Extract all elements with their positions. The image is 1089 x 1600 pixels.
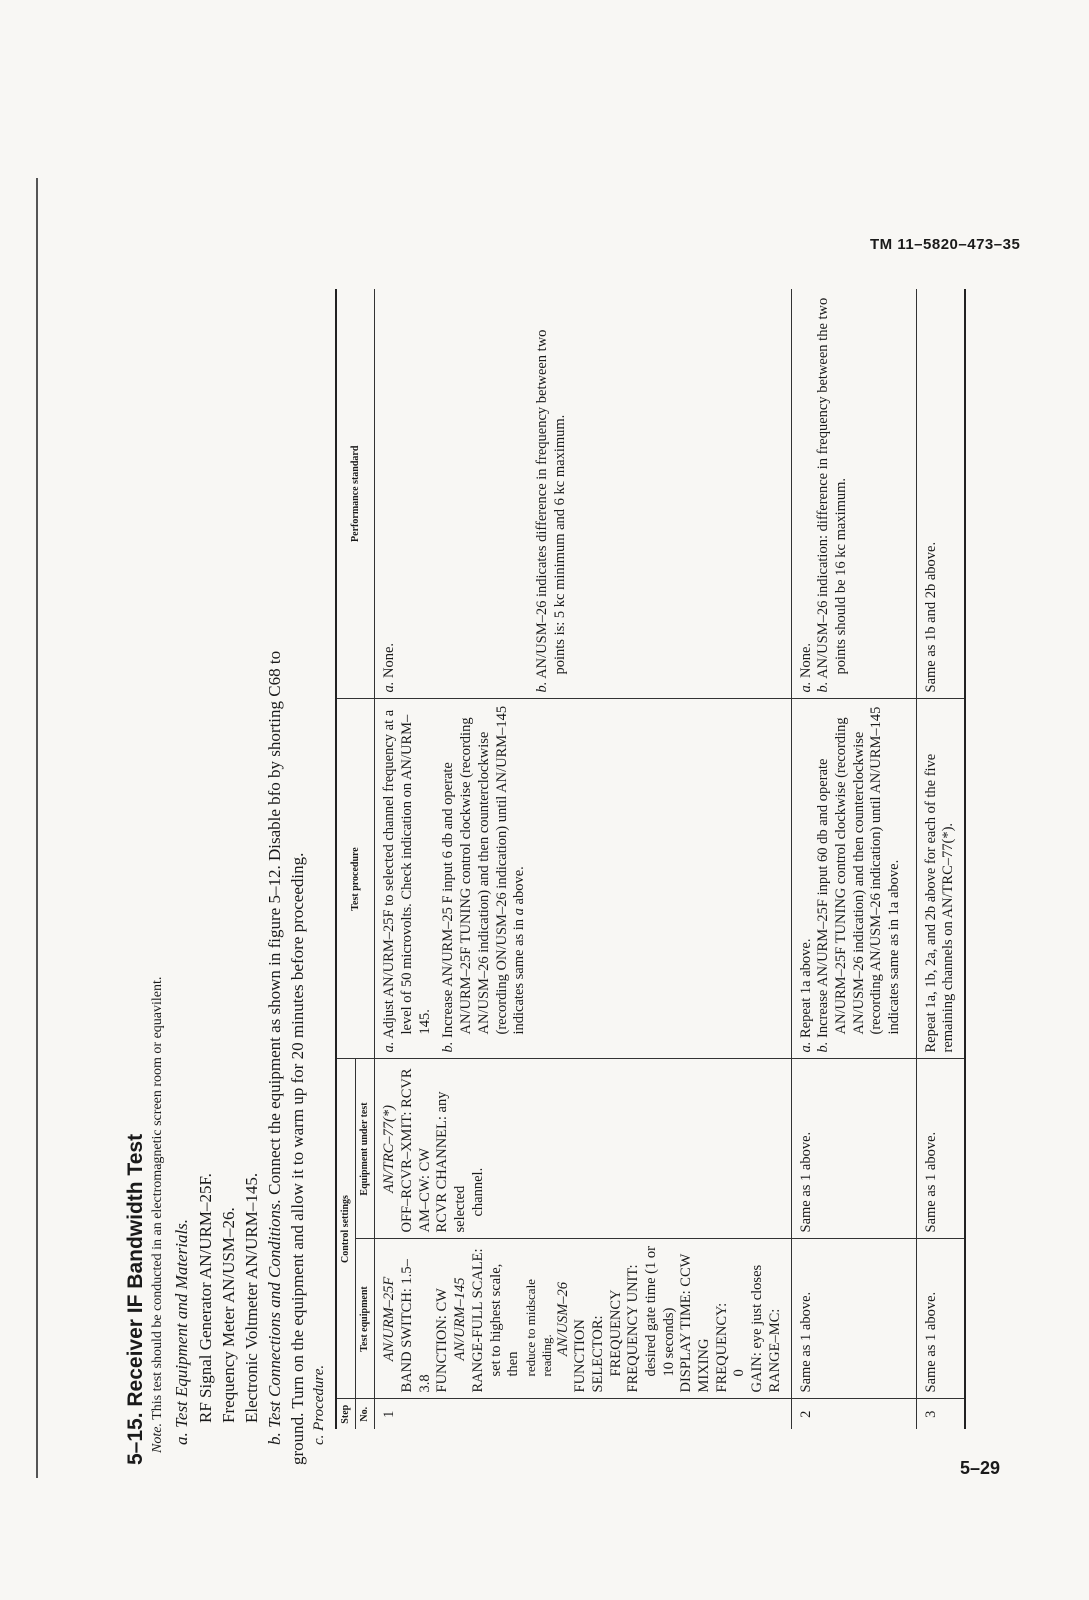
step-header: Step bbox=[336, 1399, 356, 1429]
performance-standard-cell bbox=[791, 289, 916, 699]
procedure-item-a: a. Repeat 1a above. bbox=[797, 938, 814, 1053]
standard-item-b: b. AN/USM–26 indicates difference in frequency between two points is: 5 kc minimum and 6 kc maximum. bbox=[534, 329, 568, 693]
test-procedure-cell bbox=[791, 699, 916, 1059]
procedure-item-b: b. Increase AN/URM–25 F input 6 db and operate AN/URM–25F TUNING control clockwise (recording AN/USM–26 indication) and then counterclockwise (recording ON/USM–26 indication) until AN/URM–145 indicates same as in a above. bbox=[440, 705, 528, 1053]
subsection-c-title: c. Procedure. bbox=[311, 1364, 327, 1445]
test-procedure-header: Test procedure bbox=[336, 699, 375, 1059]
test-procedure-cell: Repeat 1a, 1b, 2a, and 2b above for each of the five remaining channels on AN/TRC–77(*). bbox=[916, 699, 965, 1059]
standard-item-a: a. None. bbox=[381, 642, 398, 693]
step-number: 3 bbox=[916, 1399, 965, 1429]
equipment-under-test-cell: Same as 1 above. bbox=[791, 1059, 916, 1239]
equipment-item: RF Signal Generator AN/URM–25F. bbox=[196, 1173, 215, 1423]
performance-standard-cell: Same as 1b and 2b above. bbox=[916, 289, 965, 699]
table-row bbox=[791, 289, 916, 1429]
test-equipment-cell: AN/URM–25F BAND SWITCH: 1.5–3.8 FUNCTION: CW AN/URM–145 RANGE-FULL SCALE: set to highest scale, then reduce to midscale reading. AN/USM–26 FUNCTION SELECTOR: FREQUENCY FREQUENCY UNIT: desired gate time (1 or 10 seconds) DISPLAY TIME: CCW MIXING FREQUENCY: 0 GAIN: eye just closes RANGE–MC: bbox=[375, 1239, 791, 1399]
table-row bbox=[375, 289, 791, 1429]
note-label: Note. bbox=[150, 1423, 165, 1453]
equipment-under-test-cell: Same as 1 above. bbox=[916, 1059, 965, 1239]
performance-standard-cell bbox=[375, 289, 791, 699]
subsection-b: b. Test Connections and Conditions. Connect the equipment as shown in figure 5–12. Disable bfo by shorting C68 to bbox=[265, 650, 284, 1445]
section-heading: 5–15. Receiver IF Bandwidth Test bbox=[124, 1133, 147, 1465]
equipment-under-test-cell: AN/TRC–77(*) OFF–RCVR–XMIT: RCVR AM–CW: CW RCVR CHANNEL: any selected channel. bbox=[375, 1059, 791, 1239]
test-procedure-cell bbox=[375, 699, 791, 1059]
standard-item-b: b. AN/USM–26 indication: difference in frequency between the two points should be 16 kc maximum. bbox=[815, 297, 849, 693]
test-equipment-cell: Same as 1 above. bbox=[791, 1239, 916, 1399]
margin-rule bbox=[36, 178, 38, 1478]
test-equipment-cell: Same as 1 above. bbox=[916, 1239, 965, 1399]
performance-standard-header: Performance standard bbox=[336, 289, 375, 699]
rotated-page-content bbox=[110, 285, 1010, 1465]
note-text: This test should be conducted in an electromagnetic screen room or equavilent. bbox=[150, 976, 165, 1420]
control-settings-header: Control settings bbox=[336, 1059, 356, 1399]
equipment-under-test-header: Equipment under test bbox=[356, 1059, 375, 1239]
subsection-a-title: a. Test Equipment and Materials. bbox=[172, 1218, 191, 1445]
procedure-item-a: a. Adjust AN/URM–25F to selected channel frequency at a level of 50 microvolts. Check indication on AN/URM–145. bbox=[381, 709, 433, 1053]
test-equipment-header: Test equipment bbox=[356, 1239, 375, 1399]
subsection-b-continued: ground. Turn on the equipment and allow it to warm up for 20 minutes before proceeding. bbox=[288, 852, 307, 1465]
procedure-table bbox=[335, 289, 966, 1429]
running-head: TM 11–5820–473–35 bbox=[870, 236, 1021, 253]
table-row bbox=[916, 289, 965, 1429]
table-header-row bbox=[336, 289, 356, 1429]
procedure-item-b: b. Increase AN/URM–25F input 60 db and operate AN/URM–25F TUNING control clockwise (recording AN/USM–26 indication) and then counterclockwise (recording AN/USM–26 indication) until AN/URM–145 indicates same as in 1a above. bbox=[815, 706, 902, 1053]
section-note bbox=[150, 977, 166, 1453]
step-number: 2 bbox=[791, 1399, 916, 1429]
equipment-item: Frequency Meter AN/USM–26. bbox=[219, 1207, 238, 1423]
standard-item-a: a. None. bbox=[797, 642, 814, 693]
no-header: No. bbox=[356, 1399, 375, 1429]
step-number: 1 bbox=[375, 1399, 791, 1429]
equipment-item: Electronic Voltmeter AN/URM–145. bbox=[242, 1172, 261, 1423]
page-number: 5–29 bbox=[960, 1458, 1001, 1478]
